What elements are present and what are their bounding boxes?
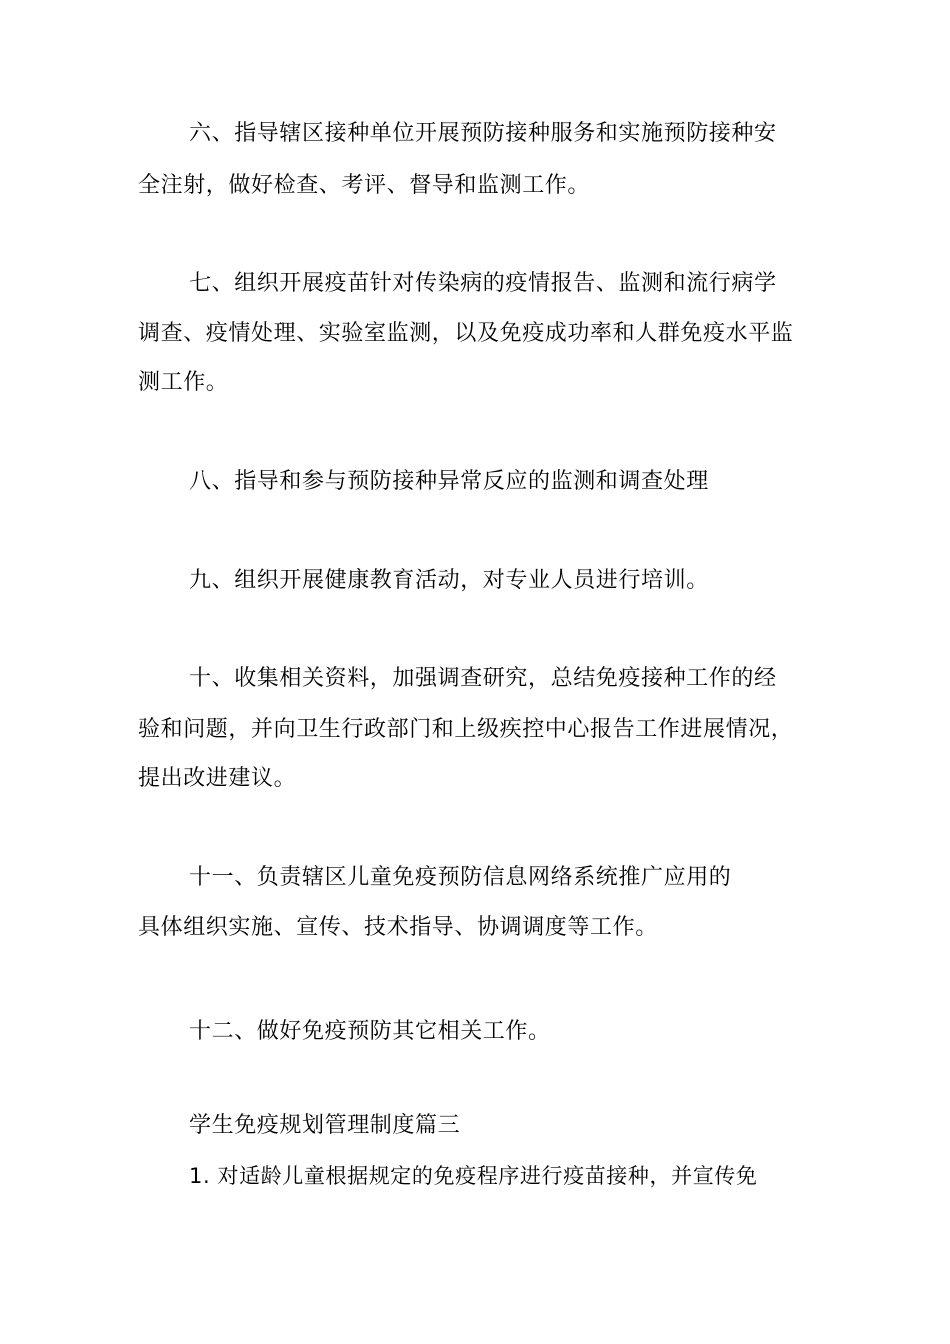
paragraph-9-line-1: 九、组织开展健康教育活动，对专业人员进行培训。 (189, 568, 709, 593)
paragraph-10-line-1: 十、收集相关资料，加强调查研究，总结免疫接种工作的经 (189, 666, 777, 691)
paragraph-7-line-3: 测工作。 (138, 370, 229, 395)
paragraph-12-line-1: 十二、做好免疫预防其它相关工作。 (189, 1019, 551, 1044)
paragraph-11-line-2: 具体组织实施、宣传、技术指导、协调调度等工作。 (138, 915, 658, 940)
paragraph-7-line-2: 调查、疫情处理、实验室监测，以及免疫成功率和人群免疫水平监 (138, 321, 794, 346)
item-1-line-1: 1. 对适龄儿童根据规定的免疫程序进行疫苗接种，并宣传免 (189, 1164, 758, 1188)
paragraph-10-line-3: 提出改进建议。 (138, 766, 297, 791)
paragraph-6-line-1: 六、指导辖区接种单位开展预防接种服务和实施预防接种安 (189, 121, 777, 146)
paragraph-11-line-1: 十一、负责辖区儿童免疫预防信息网络系统推广应用的 (189, 865, 732, 890)
paragraph-7-line-1: 七、组织开展疫苗针对传染病的疫情报告、监测和流行病学 (189, 271, 777, 296)
section-title: 学生免疫规划管理制度篇三 (189, 1113, 461, 1138)
paragraph-10-line-2: 验和问题，并向卫生行政部门和上级疾控中心报告工作进展情况， (138, 717, 794, 742)
paragraph-6-line-2: 全注射，做好检查、考评、督导和监测工作。 (138, 173, 591, 198)
paragraph-8-line-1: 八、指导和参与预防接种异常反应的监测和调查处理 (189, 469, 709, 494)
